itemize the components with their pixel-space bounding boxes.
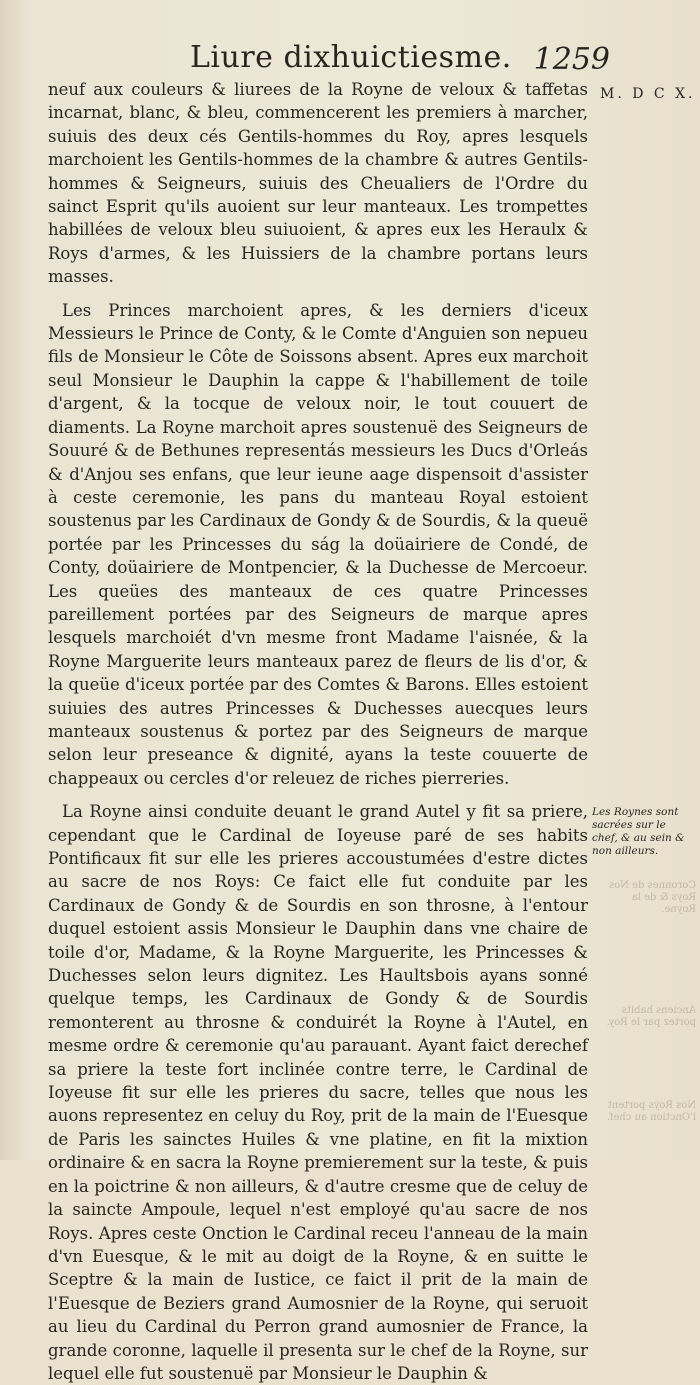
bleed-through-text: Coronnes de Nos Roys & de la Royne.	[609, 880, 696, 915]
year-marker: M. D C X.	[600, 86, 696, 102]
paragraph-3: La Royne ainsi conduite deuant le grand Autel y fit sa priere, cependant que le Cardinal de Ioyeuse paré de ses habits Pontificaux fit sur elle les prieres accoustumées d'estre dictes au sacre de nos Roys: Ce faict elle fut conduite par les Cardinaux de Gondy & de Sourdis en son throsne, à l'entour duquel estoient assis Monsieur le Dauphin dans vne chaire de toile d'or, Madame, & la Royne Marguerite, les Princesses & Duchesses selon leurs dignitez. Les Haultsbois ayans sonné quelque temps, les Cardinaux de Gondy & de Sourdis remonterent au throsne & conduirét la Royne à l'Autel, en mesme ordre & ceremonie qu'au parauant. Ayant faict derechef sa priere la teste fort inclinée contre terre, le Cardinal de Ioyeuse fit sur elle les prieres du sacre, telles que nous les auons representez en celuy du Roy, prit de la main de l'Euesque de Paris les sainctes Huiles & vne platine, en fit la mixtion ordinaire & en sacra la Royne premierement sur la teste, & puis en la poictrine & non ailleurs, & d'autre cresme que de celuy de la saincte Ampoule, lequel n'est employé qu'au sacre de nos Roys. Apres ceste Onction le Cardinal receu l'anneau de la main d'vn Euesque, & le mit au doigt de la Royne, & en suitte le Sceptre & la main de Iustice, ce faict il prit de la main de l'Euesque de Beziers grand Aumosnier de la Royne, qui seruoit au lieu du Cardinal du Perron grand aumosnier de France, la grande coronne, laquelle il presenta sur le chef de la Royne, sur lequel elle fut soustenuë par Monsieur le Dauphin &	[48, 802, 588, 1383]
running-title: Liure dixhuictiesme.	[190, 40, 512, 75]
paragraph-1: neuf aux couleurs & liurees de la Royne de veloux & taffetas incarnat, blanc, & bleu, commencerent les premiers à marcher, suiuis des deux cés Gentils-hommes du Roy, apres lesquels marchoient les Gentils-hommes de la chambre & autres Gentils-hommes & Seigneurs, suiuis des Cheualiers de l'Ordre du sainct Esprit qu'ils auoient sur leur manteaux. Les trompettes habillées de veloux bleu suiuoient, & apres eux les Heraulx & Roys d'armes, & les Huissiers de la chambre portans leurs masses.	[48, 80, 588, 287]
page-header	[190, 40, 610, 82]
paragraph-2: Les Princes marchoient apres, & les derniers d'iceux Messieurs le Prince de Conty, & le Comte d'Anguien son nepueu fils de Monsieur le Côte de Soissons absent. Apres eux marchoit seul Monsieur le Dauphin la cappe & l'habillement de toile d'argent, & la tocque de veloux noir, le tout couuert de diaments. La Royne marchoit apres soustenuë des Seigneurs de Souuré & de Bethunes representás messieurs les Ducs d'Orleás & d'Anjou ses enfans, que leur ieune aage dispensoit d'assister à ceste ceremonie, les pans du manteau Royal estoient soustenus par les Cardinaux de Gondy & de Sourdis, & la queuë portée par les Princesses du ság la doüairiere de Condé, de Conty, doüairiere de Montpencier, & la Duchesse de Mercoeur. Les queües des manteaux de ces quatre Princesses pareillement portées par des Seigneurs de marque apres lesquels marchoiét d'vn mesme front Madame l'aisnée, & la Royne Marguerite leurs manteaux parez de fleurs de lis d'or, & la queüe d'iceux portée par des Comtes & Barons. Elles estoient suiuies des autres Princesses & Duchesses auecques leurs manteaux soustenus & portez par des Seigneurs de marque selon leur preseance & dignité, ayans la teste couuerte de chappeaux ou cercles d'or releuez de riches pierreries.	[48, 300, 588, 788]
body-text	[48, 78, 588, 1385]
bleed-through-text: Anciens habits portez par le Roy.	[606, 1005, 696, 1028]
page-number: 1259	[533, 42, 610, 77]
margin-note: Les Roynes sont sacrées sur le chef, & au sein & non ailleurs.	[592, 806, 685, 857]
bleed-through-text: Nos Roys portent l'Onction au chef.	[606, 1100, 696, 1123]
